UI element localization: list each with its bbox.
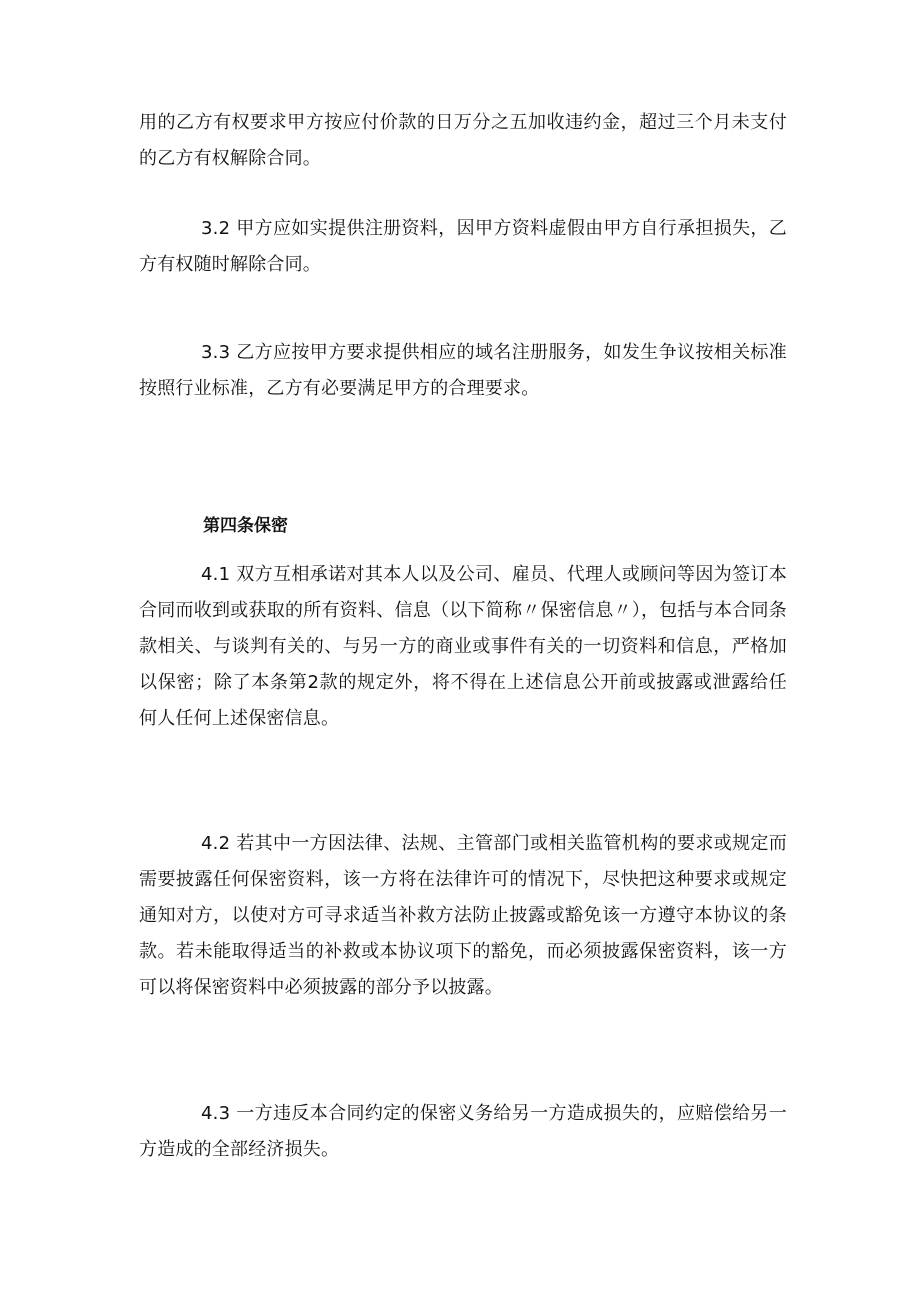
paragraph-4-3: 4.3 一方违反本合同约定的保密义务给另一方造成损失的，应赔偿给另一方造成的全部经济损失。: [139, 1103, 787, 1160]
section-heading-confidentiality: 第四条保密: [203, 516, 288, 536]
paragraph-3-3: 3.3 乙方应按甲方要求提供相应的域名注册服务，如发生争议按相关标准按照行业标准，乙方有必要满足甲方的合理要求。: [139, 342, 787, 399]
paragraph-4-1: 4.1 双方互相承诺对其本人以及公司、雇员、代理人或顾问等因为签订本合同而收到或获取的所有资料、信息（以下简称〃保密信息〃），包括与本合同条款相关、与谈判有关的、与另一方的商业或事件有关的一切资料和信息，严格加以保密；除了本条第2款的规定外，将不得在上述信息公开前或披露或泄露给任何人任何上述保密信息。: [139, 564, 787, 729]
paragraph-penalty-continuation: 用的乙方有权要求甲方按应付价款的日万分之五加收违约金，超过三个月未支付的乙方有权解除合同。: [139, 112, 787, 169]
paragraph-3-2: 3.2 甲方应如实提供注册资料，因甲方资料虚假由甲方自行承担损失，乙方有权随时解除合同。: [139, 218, 787, 275]
paragraph-4-2: 4.2 若其中一方因法律、法规、主管部门或相关监管机构的要求或规定而需要披露任何保密资料，该一方将在法律许可的情况下，尽快把这种要求或规定通知对方，以使对方可寻求适当补救方法防止披露或豁免该一方遵守本协议的条款。若未能取得适当的补救或本协议项下的豁免，而必须披露保密资料，该一方可以将保密资料中必须披露的部分予以披露。: [139, 833, 787, 998]
